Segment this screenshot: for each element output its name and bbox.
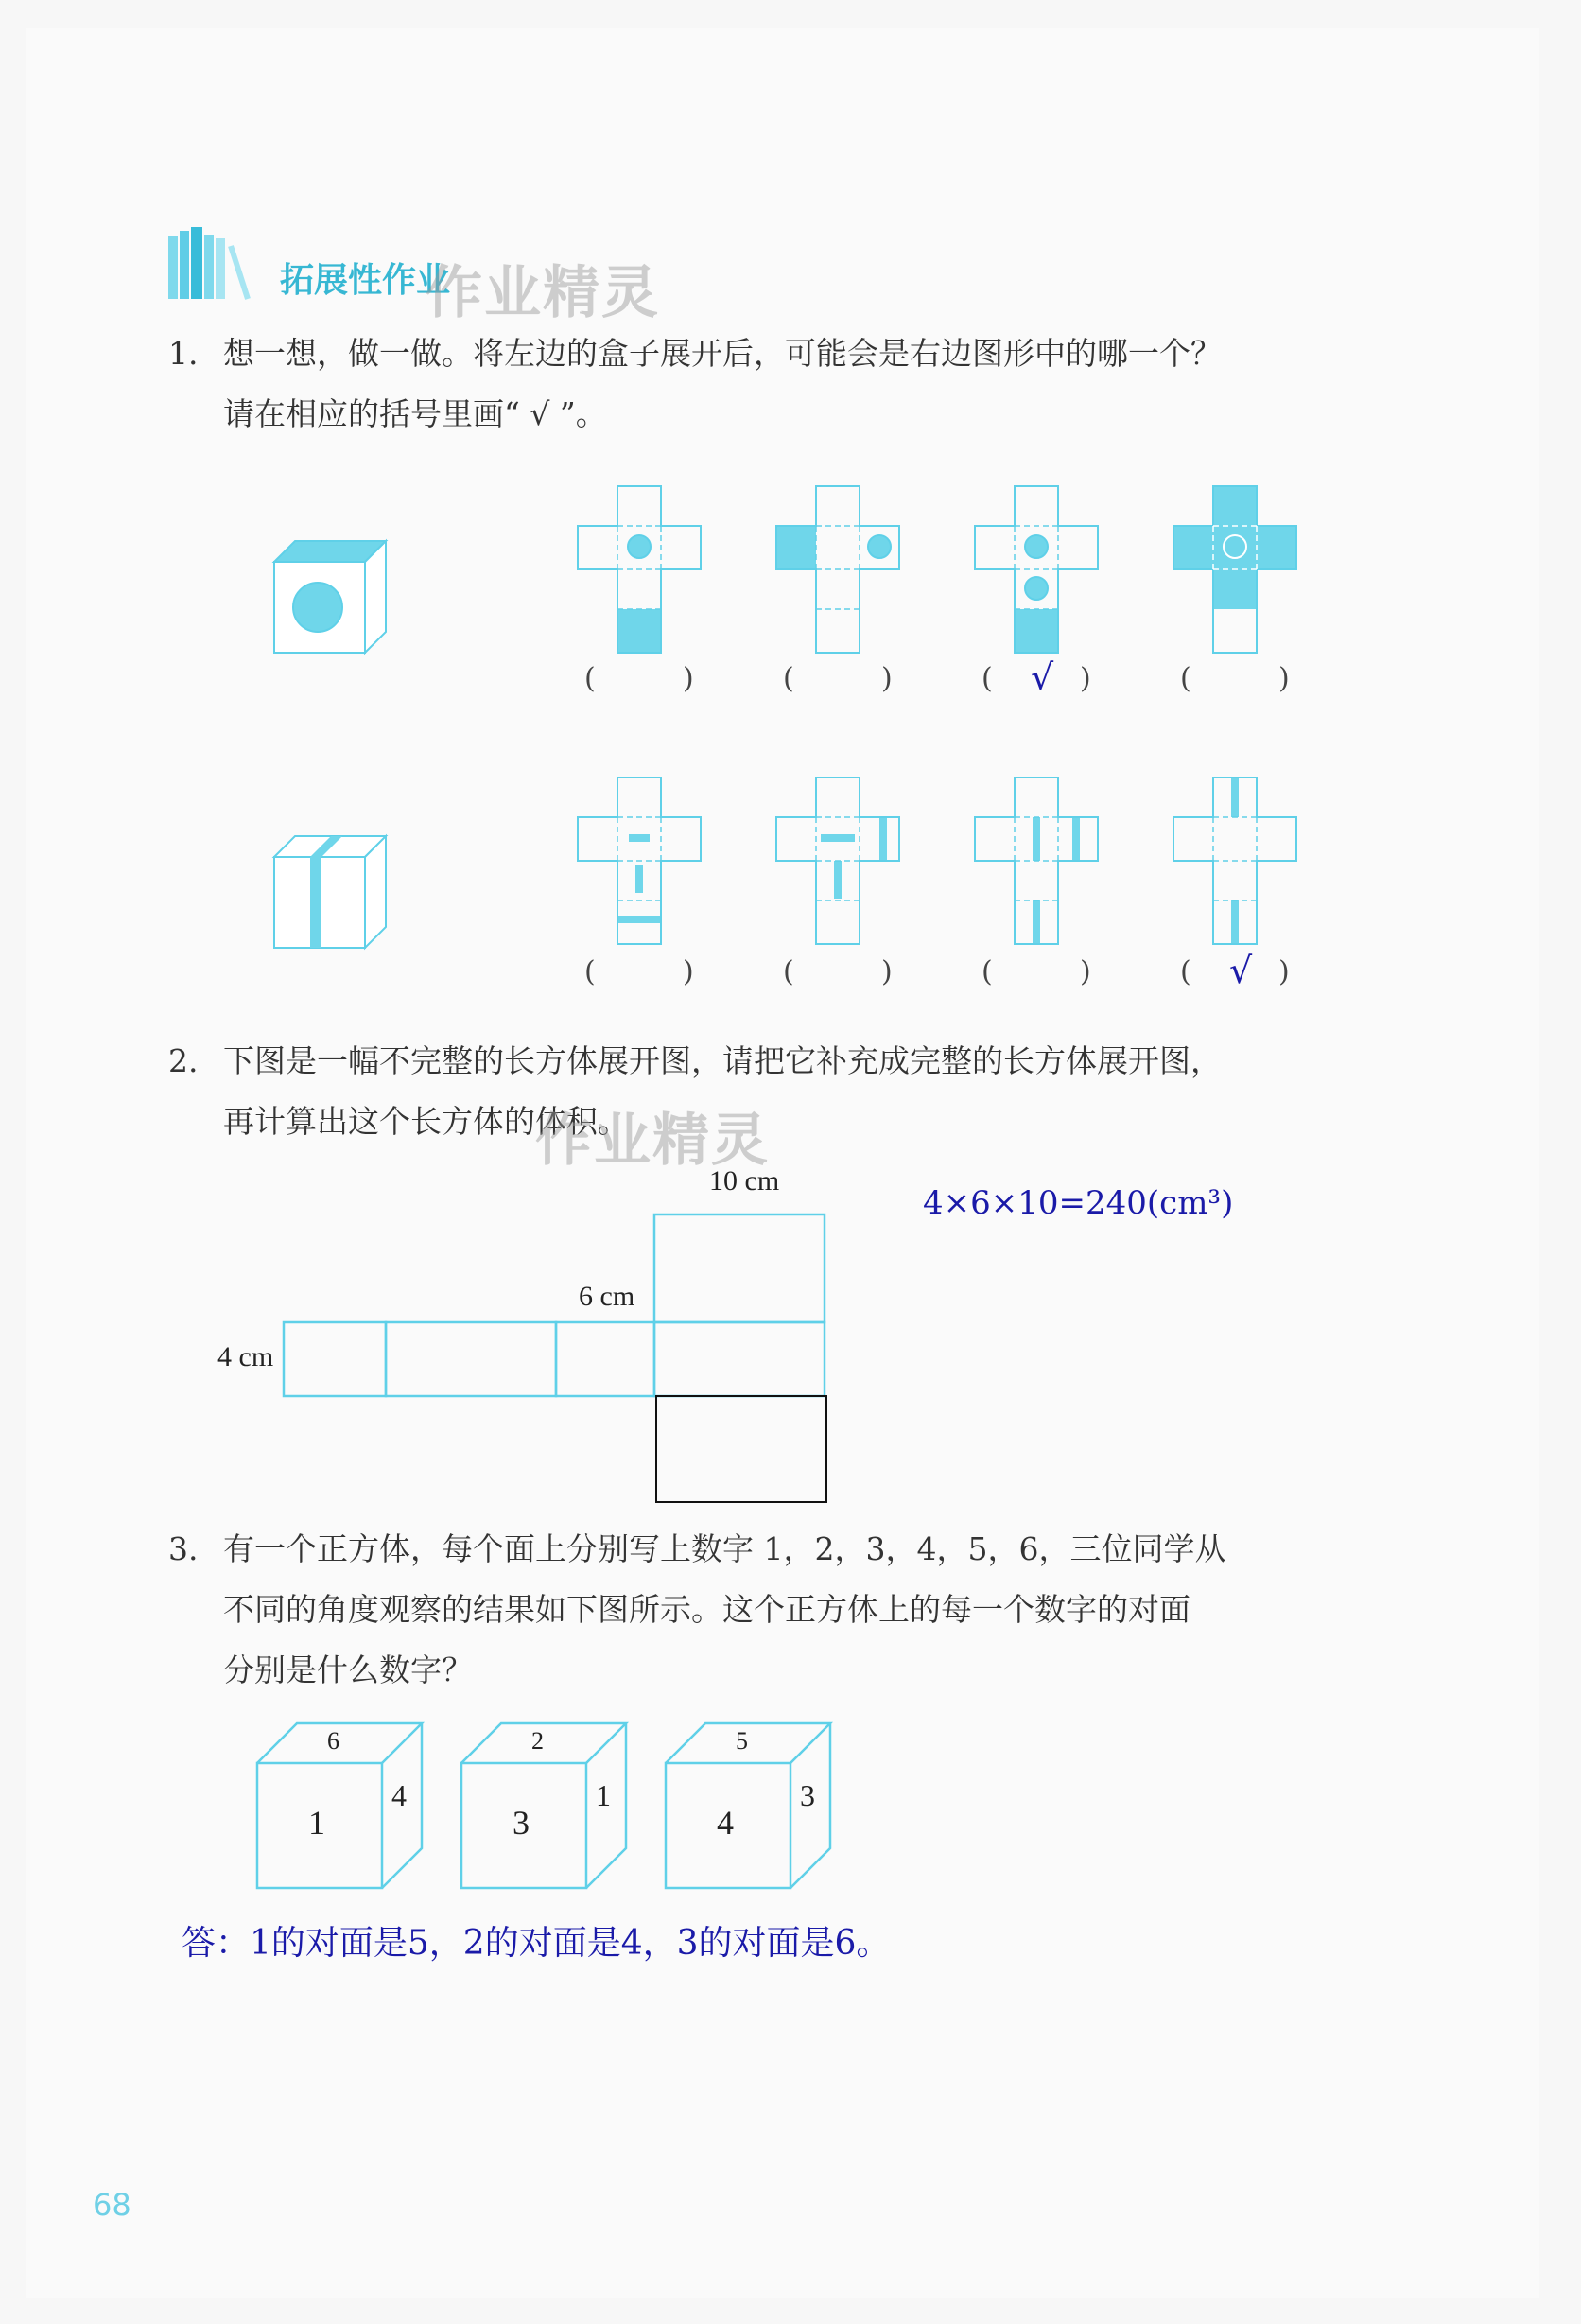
- cube-circle-icon: [274, 541, 388, 655]
- cuboid-net-diagram: [284, 1213, 842, 1506]
- paren-close: ): [683, 955, 694, 988]
- q3-line1: 有一个正方体，每个面上分别写上数字 1，2，3，4，5，6，三位同学从: [223, 1530, 1226, 1567]
- cube-side-number: 1: [596, 1778, 611, 1812]
- cube-side-number: 4: [391, 1778, 407, 1812]
- paren-close: ): [1278, 662, 1290, 695]
- q2-line2: 再计算出这个长方体的体积。: [223, 1103, 629, 1140]
- dim-top-label: 10 cm: [709, 1165, 780, 1197]
- q1-line1: 想一想，做一做。将左边的盒子展开后，可能会是右边图形中的哪一个？: [223, 335, 1222, 372]
- paren-close: ): [881, 955, 893, 988]
- cube-side-number: 3: [800, 1778, 815, 1812]
- q2-answer: 4×6×10=240(cm³): [923, 1184, 1234, 1222]
- answer-check: √: [1031, 656, 1054, 698]
- paren-open: (: [982, 955, 993, 988]
- answer-check: √: [1229, 950, 1253, 991]
- cube-band-icon: [274, 836, 388, 950]
- cube-top-number: 6: [327, 1727, 339, 1755]
- net-a2: [773, 484, 906, 655]
- paren-open: (: [584, 955, 596, 988]
- paren-close: ): [881, 662, 893, 695]
- paren-open: (: [783, 955, 794, 988]
- q1-line2: 请在相应的括号里画“ √ ”。: [223, 395, 607, 432]
- paren-open: (: [1180, 955, 1191, 988]
- dim-left-label: 4 cm: [217, 1341, 274, 1372]
- q2-line1: 下图是一幅不完整的长方体展开图，请把它补充成完整的长方体展开图，: [223, 1042, 1222, 1079]
- paren-open: (: [783, 662, 794, 695]
- books-icon: [168, 225, 263, 301]
- net-b4: [1171, 776, 1303, 946]
- net-a1: [575, 484, 707, 655]
- cube-top-number: 5: [736, 1727, 748, 1755]
- cube-front-number: 1: [308, 1804, 325, 1842]
- paren-close: ): [1278, 955, 1290, 988]
- q3-answer: 答：1的对面是5，2的对面是4，3的对面是6。: [182, 1924, 891, 1963]
- cube-top-number: 2: [531, 1727, 544, 1755]
- paren-close: ): [1080, 662, 1091, 695]
- cube-front-number: 3: [513, 1804, 530, 1842]
- paren-close: ): [683, 662, 694, 695]
- paren-open: (: [584, 662, 596, 695]
- paren-open: (: [982, 662, 993, 695]
- watermark: 作业精灵: [426, 260, 660, 326]
- page-number: 68: [93, 2187, 131, 2223]
- paren-open: (: [1180, 662, 1191, 695]
- net-b2: [773, 776, 906, 946]
- q3-number: 3.: [168, 1530, 199, 1567]
- paren-close: ): [1080, 955, 1091, 988]
- section-title: 拓展性作业: [280, 261, 451, 300]
- net-a4: [1171, 484, 1303, 655]
- dim-mid-label: 6 cm: [579, 1281, 635, 1312]
- cube-front-number: 4: [717, 1804, 734, 1842]
- q1-number: 1.: [168, 335, 199, 372]
- net-b1: [575, 776, 707, 946]
- q2-number: 2.: [168, 1042, 199, 1079]
- net-b3: [972, 776, 1104, 946]
- q3-line3: 分别是什么数字？: [223, 1651, 473, 1688]
- q3-line2: 不同的角度观察的结果如下图所示。这个正方体上的每一个数字的对面: [223, 1591, 1190, 1628]
- net-a3: [972, 484, 1104, 655]
- watermark: 作业精灵: [535, 1108, 770, 1174]
